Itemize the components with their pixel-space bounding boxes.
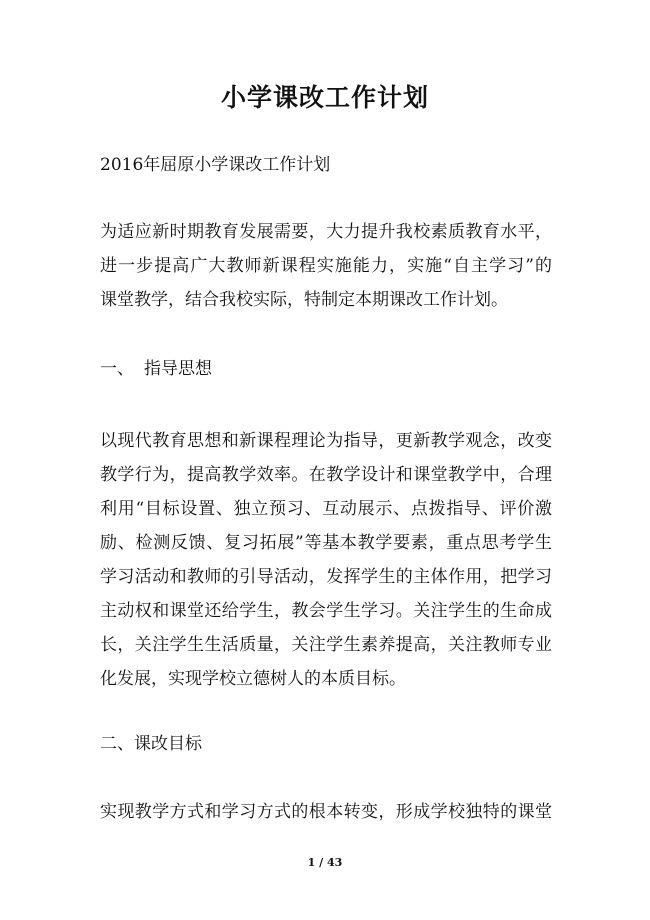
page-separator: / [315,856,328,869]
paragraph-line: 利用“目标设置、独立预习、互动展示、点拨指导、评价激 [100,499,552,519]
document-title: 小学课改工作计划 [220,83,429,112]
page-number [0,856,650,870]
paragraph-goal [100,795,552,829]
paragraph-line: 为适应新时期教育发展需要，大力提升我校素质教育水平， [100,222,552,242]
paragraph-line: 课堂教学，结合我校实际，特制定本期课改工作计划。 [100,290,508,310]
section-heading-guiding [100,354,212,384]
paragraph-line: 主动权和课堂还给学生，教会学生学习。关注学生的生命成 [100,601,552,621]
section-title: 指导思想 [144,359,212,379]
paragraph-line: 进一步提高广大教师新课程实施能力，实施“自主学习”的 [100,256,552,276]
paragraph-line: 化发展，实现学校立德树人的本质目标。 [100,669,406,689]
paragraph-intro [100,215,552,317]
paragraph-line: 教学行为，提高教学效率。在教学设计和课堂教学中，合理 [100,465,552,485]
paragraph-line: 以现代教育思想和新课程理论为指导，更新教学观念，改变 [100,431,552,451]
document-subtitle: 2016年屈原小学课改工作计划 [100,155,331,175]
paragraph-guiding [100,424,552,696]
paragraph-line: 学习活动和教师的引导活动，发挥学生的主体作用，把学习 [100,567,552,587]
paragraph-line: 励、检测反馈、复习拓展”等基本教学要素，重点思考学生 [100,533,552,553]
paragraph-line: 实现教学方式和学习方式的根本转变，形成学校独特的课堂 [100,802,552,822]
paragraph-line: 长，关注学生生活质量，关注学生素养提高，关注教师专业 [100,635,552,655]
page-current: 1 [307,856,316,869]
section-number: 一、 [100,359,134,379]
section-heading-goal: 二、课改目标 [100,734,202,754]
page-total: 43 [327,856,343,869]
